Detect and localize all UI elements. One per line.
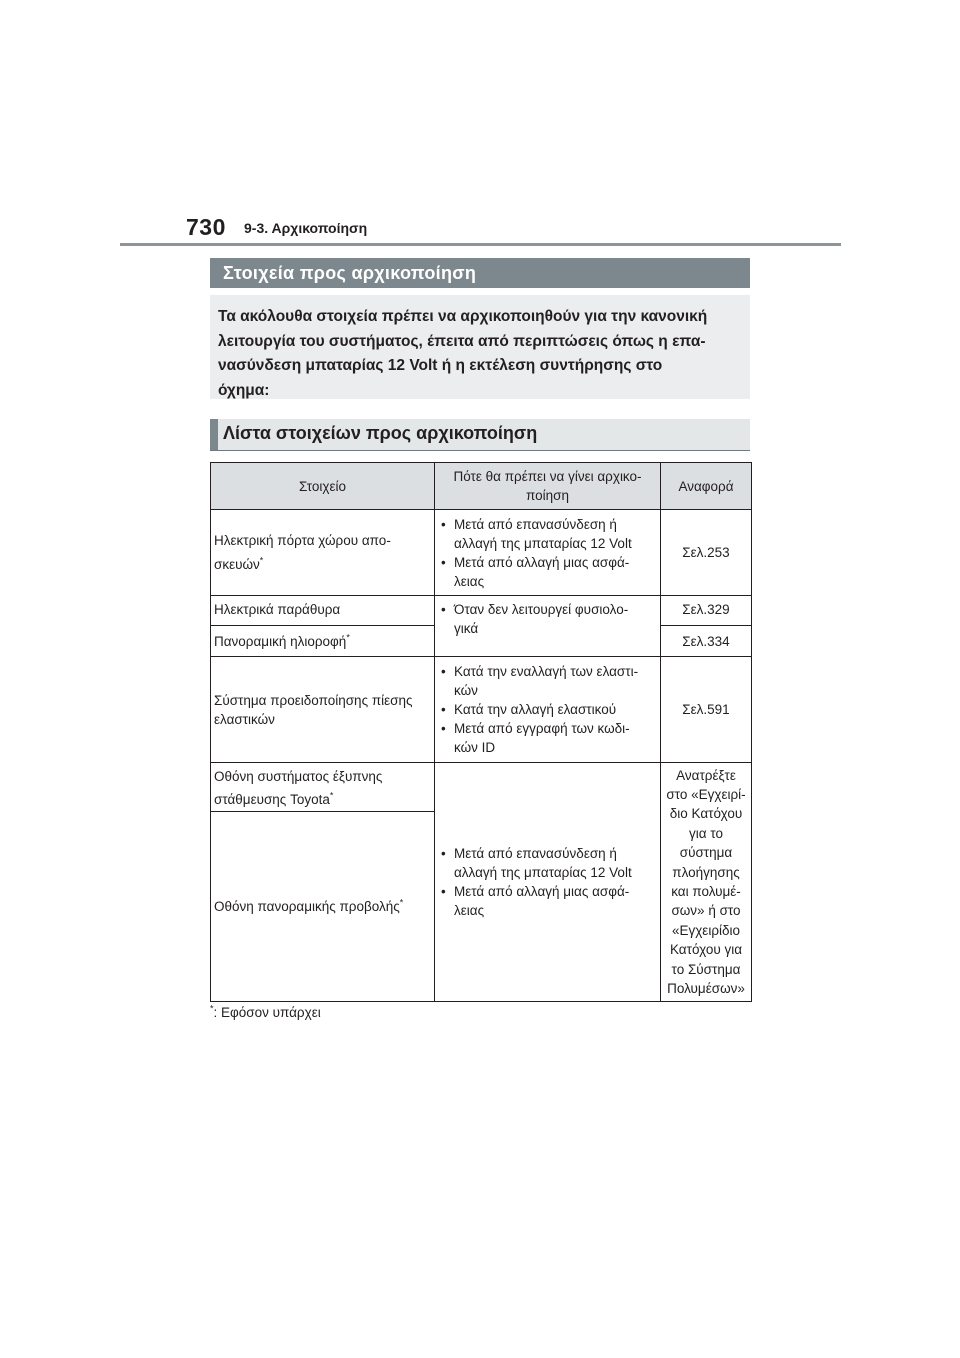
item-text: Οθόνη συστήματος έξυπνης bbox=[214, 769, 383, 784]
intro-line: λειτουργία του συστήματος, έπειτα από περιπτώσεις όπως η επα- bbox=[218, 332, 706, 350]
item-cell bbox=[211, 510, 435, 596]
reference-cell: Σελ.329 bbox=[661, 596, 752, 626]
reference-cell: Σελ.591 bbox=[661, 657, 752, 763]
list-heading bbox=[210, 419, 750, 451]
section-title: 9-3. Αρχικοποίηση bbox=[244, 220, 368, 236]
item-cell: Πανοραμική ηλιοροφή* bbox=[211, 626, 435, 657]
heading-accent-bar bbox=[210, 419, 218, 450]
table-row bbox=[211, 510, 752, 596]
column-header-item: Στοιχείο bbox=[211, 463, 435, 510]
bullet-item: • Μετά από εγγραφή των κωδι- κών ID bbox=[438, 719, 657, 757]
item-cell: Οθόνη πανοραμικής προβολής* bbox=[211, 812, 435, 1002]
header-line: Πότε θα πρέπει να γίνει αρχικο- bbox=[453, 469, 642, 484]
page-number: 730 bbox=[186, 214, 226, 240]
item-cell: Ηλεκτρικά παράθυρα bbox=[211, 596, 435, 626]
intro-line: όχημα: bbox=[218, 381, 270, 399]
box-heading: Στοιχεία προς αρχικοποίηση bbox=[210, 258, 750, 288]
item-cell bbox=[211, 763, 435, 812]
reference-cell: Σελ.334 bbox=[661, 626, 752, 657]
intro-line: νασύνδεση μπαταρίας 12 Volt ή η εκτέλεση συντήρησης στο bbox=[218, 357, 663, 374]
item-cell bbox=[211, 657, 435, 763]
footnote-marker: * bbox=[399, 897, 404, 908]
bullet-item: • Μετά από αλλαγή μιας ασφά- λειας bbox=[438, 882, 657, 920]
column-header-reference: Αναφορά bbox=[661, 463, 752, 510]
bullet-item: • Μετά από επανασύνδεση ή αλλαγή της μπαταρίας 12 Volt bbox=[438, 844, 657, 882]
footnote-marker: * bbox=[259, 555, 264, 565]
table-row bbox=[211, 657, 752, 763]
item-text: στάθμευσης Toyota* bbox=[214, 790, 334, 807]
footnote-marker: * bbox=[329, 790, 334, 801]
when-cell bbox=[435, 763, 661, 1002]
list-heading-text: Λίστα στοιχείων προς αρχικοποίηση bbox=[223, 423, 538, 443]
table-row bbox=[211, 596, 752, 626]
intro-paragraph bbox=[210, 295, 750, 399]
intro-line: Τα ακόλουθα στοιχεία πρέπει να αρχικοποιηθούν για την κανονική bbox=[218, 308, 708, 325]
table-header-row bbox=[211, 463, 752, 510]
item-text: ελαστικών bbox=[214, 711, 275, 727]
item-text: Σύστημα προειδοποίησης πίεσης bbox=[214, 692, 413, 708]
when-cell bbox=[435, 596, 661, 657]
initialization-table bbox=[210, 462, 752, 1002]
item-text: Ηλεκτρική πόρτα χώρου απο- bbox=[214, 532, 391, 548]
item-text: σκευών* bbox=[214, 555, 264, 572]
table-row bbox=[211, 763, 752, 812]
footnote: *: Εφόσον υπάρχει bbox=[210, 1003, 321, 1020]
bullet-item: • Μετά από αλλαγή μιας ασφά- λειας bbox=[438, 553, 657, 591]
bullet-item: • Όταν δεν λειτουργεί φυσιολο- γικά bbox=[438, 600, 657, 638]
reference-cell: Ανατρέξτε στο «Εγχειρί- διο Κατόχου για το σύστημα πλοήγησης και πολυμέ- σων» ή στο «Εγχειρίδιο Κατόχου για το Σύστημα Πολυμέσων» bbox=[661, 763, 752, 1002]
bullet-item: • Μετά από επανασύνδεση ή αλλαγή της μπαταρίας 12 Volt bbox=[438, 515, 657, 553]
bullet-item: • Κατά την αλλαγή ελαστικού bbox=[438, 700, 657, 719]
header-line: ποίηση bbox=[526, 488, 569, 503]
when-cell bbox=[435, 510, 661, 596]
footnote-marker: * bbox=[210, 1003, 214, 1014]
bullet-item: • Κατά την εναλλαγή των ελαστι- κών bbox=[438, 662, 657, 700]
reference-cell: Σελ.253 bbox=[661, 510, 752, 596]
footnote-marker: * bbox=[346, 632, 350, 642]
header-divider bbox=[120, 243, 841, 246]
when-cell bbox=[435, 657, 661, 763]
column-header-when bbox=[435, 463, 661, 510]
